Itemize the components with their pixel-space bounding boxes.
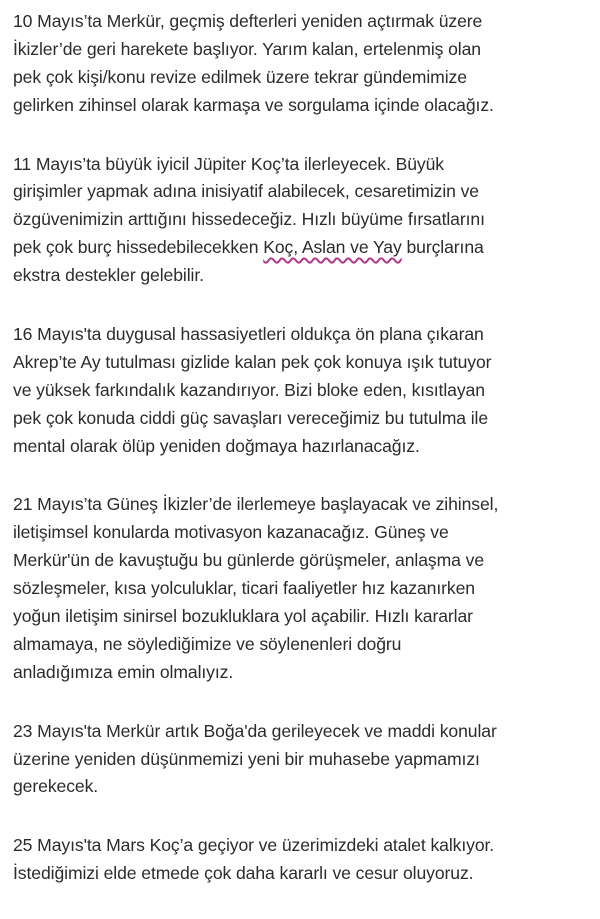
paragraph-jupiter-aries <box>13 151 597 290</box>
text-segment: pek çok burç hissedebilecekken <box>13 237 264 258</box>
paragraph-lunar-eclipse-scorpio <box>13 321 597 460</box>
text-line: almamaya, ne söylediğimize ve söylenenleri doğru <box>13 633 402 654</box>
text-line: İstediğimizi elde etmede çok daha kararlı ve cesur oluyoruz. <box>13 863 474 884</box>
text-line: gerekecek. <box>13 776 99 797</box>
text-line: girişimler yapmak adına inisiyatif alabilecek, cesaretimizin ve <box>13 181 479 202</box>
text-line: pek çok konuda ciddi güç savaşları vereceğimiz bu tutulma ile <box>13 407 489 428</box>
text-line: anladığımıza emin olmalıyız. <box>13 661 234 682</box>
text-line: ve yüksek farkındalık kazandırıyor. Bizi bloke eden, kısıtlayan <box>13 379 485 400</box>
spellcheck-underlined-text[interactable]: Koç, Aslan ve Yay <box>263 237 402 258</box>
document-body <box>13 8 597 919</box>
text-line: özgüvenimizin arttığını hissedeceğiz. Hızlı büyüme fırsatlarını <box>13 209 485 230</box>
text-line: Merkür'ün de kavuştuğu bu günlerde görüşmeler, anlaşma ve <box>13 550 485 571</box>
text-line: 25 Mayıs'ta Mars Koç’a geçiyor ve üzerimizdeki atalet kalkıyor. <box>13 835 495 856</box>
text-line: Akrep’te Ay tutulması gizlide kalan pek çok konuya ışık tutuyor <box>13 351 492 372</box>
paragraph-mercury-taurus <box>13 718 597 802</box>
text-line: 16 Mayıs'ta duygusal hassasiyetleri oldukça ön plana çıkaran <box>13 324 484 345</box>
text-line: 11 Mayıs’ta büyük iyicil Jüpiter Koç’ta ilerleyecek. Büyük <box>13 153 444 174</box>
text-line: üzerine yeniden düşünmemizi yeni bir muhasebe yapmamızı <box>13 748 480 769</box>
text-line: yoğun iletişim sinirsel bozukluklara yol açabilir. Hızlı kararlar <box>13 606 473 627</box>
text-line: 21 Mayıs’ta Güneş İkizler’de ilerlemeye başlayacak ve zihinsel, <box>13 494 499 515</box>
text-line: mental olarak ölüp yeniden doğmaya hazırlanacağız. <box>13 435 420 456</box>
text-line: pek çok kişi/konu revize edilmek üzere tekrar gündemimize <box>13 66 467 87</box>
paragraph-mars-aries <box>13 832 597 888</box>
text-line: iletişimsel konularda motivasyon kazanacağız. Güneş ve <box>13 522 449 543</box>
text-line: 23 Mayıs'ta Merkür artık Boğa'da gerileyecek ve maddi konular <box>13 720 497 741</box>
paragraph-sun-gemini <box>13 491 597 686</box>
text-line: 10 Mayıs’ta Merkür, geçmiş defterleri yeniden açtırmak üzere <box>13 11 483 31</box>
text-segment: burçlarına <box>401 237 484 258</box>
text-line <box>13 234 597 262</box>
text-line: sözleşmeler, kısa yolculuklar, ticari faaliyetler hız kazanırken <box>13 578 475 599</box>
text-line: gelirken zihinsel olarak karmaşa ve sorgulama içinde olacağız. <box>13 94 494 115</box>
paragraph-mercury-retrograde-gemini <box>13 8 597 120</box>
text-line: İkizler’de geri harekete başlıyor. Yarım kalan, ertelenmiş olan <box>13 38 481 59</box>
text-line: ekstra destekler gelebilir. <box>13 265 204 286</box>
